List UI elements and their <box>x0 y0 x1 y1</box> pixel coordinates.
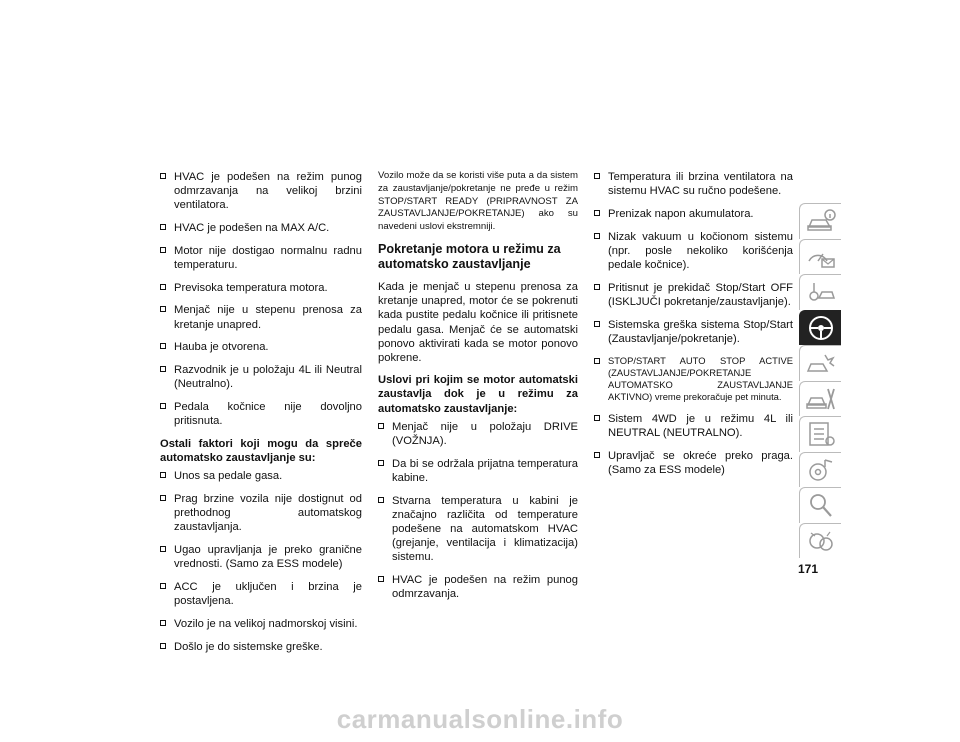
list-item: Pedala kočnice nije dovoljno pritisnuta. <box>160 400 362 428</box>
checkbox-bullet-icon <box>160 546 166 552</box>
list-item: Došlo je do sistemske greške. <box>160 640 362 654</box>
list-item: Prenizak napon akumulatora. <box>594 207 793 221</box>
car-service-icon <box>805 385 837 413</box>
dashboard-message-icon <box>805 243 837 271</box>
list-item: Prag brzine vozila nije dostignut od prethodnog automatskog zaustavljanja. <box>160 492 362 535</box>
checkbox-bullet-icon <box>594 415 600 421</box>
list-item: Motor nije dostigao normalnu radnu temperaturu. <box>160 244 362 272</box>
bullet-list-b <box>160 469 362 654</box>
checkbox-bullet-icon <box>160 472 166 478</box>
bullet-list <box>378 420 578 602</box>
subheading: Ostali faktori koji mogu da spreče automatsko zaustavljanje su: <box>160 437 362 465</box>
bullet-list-a <box>160 170 362 428</box>
checkbox-bullet-icon <box>594 173 600 179</box>
car-crash-icon <box>805 349 837 377</box>
list-item: Sistemska greška sistema Stop/Start (Zaustavljanje/pokretanje). <box>594 318 793 346</box>
list-item: Menjač nije u položaju DRIVE (VOŽNJA). <box>378 420 578 448</box>
list-item: STOP/START AUTO STOP ACTIVE (ZAUSTAVLJANJE/POKRETANJE AUTOMATSKO ZAUSTAVLJANJE AKTIVNO) vreme prekoračuje pet minuta. <box>594 355 793 404</box>
checklist-icon <box>805 420 837 448</box>
checkbox-bullet-icon <box>160 306 166 312</box>
column-left <box>160 170 362 662</box>
list-item: HVAC je podešen na režim punog odmrzavanja na velikoj brzini ventilatora. <box>160 170 362 213</box>
list-item: Hauba je otvorena. <box>160 340 362 354</box>
page-number: 171 <box>798 562 819 576</box>
body-paragraph: Kada je menjač u stepenu prenosa za kretanje unapred, motor će se pokrenuti kada pustite pedalu kočnice ili pritisnete pedalu gasa. Menjač će se automatski ponovo aktivirati kada se motor ponovo pokrene. <box>378 280 578 364</box>
checkbox-bullet-icon <box>594 210 600 216</box>
list-item: Da bi se održala prijatna temperatura kabine. <box>378 457 578 485</box>
language-icon <box>805 527 837 555</box>
checkbox-bullet-icon <box>160 495 166 501</box>
checkbox-bullet-icon <box>378 423 384 429</box>
tab-start-operate[interactable] <box>799 274 841 310</box>
steering-wheel-icon <box>805 314 837 342</box>
tab-safety[interactable] <box>799 345 841 381</box>
checkbox-bullet-icon <box>594 452 600 458</box>
list-item: Stvarna temperatura u kabini je značajno različita od temperature podešene na automatskom HVAC (grejanje, ventilacija i klimatizacija) sistemu. <box>378 494 578 565</box>
checkbox-bullet-icon <box>160 583 166 589</box>
chapter-tabs <box>799 203 841 558</box>
tab-vehicle-info[interactable] <box>799 203 841 239</box>
multimedia-icon <box>805 456 837 484</box>
checkbox-bullet-icon <box>378 497 384 503</box>
list-item: Pritisnut je prekidač Stop/Start OFF (ISKLJUČI pokretanje/zaustavljanje). <box>594 281 793 309</box>
tab-languages[interactable] <box>799 523 841 559</box>
checkbox-bullet-icon <box>160 247 166 253</box>
checkbox-bullet-icon <box>594 358 600 364</box>
checkbox-bullet-icon <box>160 284 166 290</box>
list-item: Sistem 4WD je u režimu 4L ili NEUTRAL (NEUTRALNO). <box>594 412 793 440</box>
tab-multimedia[interactable] <box>799 452 841 488</box>
tab-dashboard[interactable] <box>799 239 841 275</box>
car-key-icon <box>805 278 837 306</box>
list-item: Nizak vakuum u kočionom sistemu (npr. posle nekoliko korišćenja pedale kočnice). <box>594 230 793 273</box>
checkbox-bullet-icon <box>378 576 384 582</box>
intro-paragraph: Vozilo može da se koristi više puta a da sistem za zaustavljanje/pokretanje ne pređe u režim STOP/START READY (PRIPRAVNOST ZA ZAUSTAVLJANJE/POKRETANJE) ako su navedeni uslovi ekstremniji. <box>378 170 578 233</box>
column-middle <box>378 170 578 610</box>
checkbox-bullet-icon <box>160 403 166 409</box>
list-item: Razvodnik je u položaju 4L ili Neutral (Neutralno). <box>160 363 362 391</box>
checkbox-bullet-icon <box>594 321 600 327</box>
search-icon <box>805 491 837 519</box>
list-item: ACC je uključen i brzina je postavljena. <box>160 580 362 608</box>
subheading: Uslovi pri kojim se motor automatski zaustavlja dok je u režimu za automatsko zaustavljanje: <box>378 374 578 415</box>
checkbox-bullet-icon <box>160 224 166 230</box>
list-item: Ugao upravljanja je preko granične vrednosti. (Samo za ESS modele) <box>160 543 362 571</box>
checkbox-bullet-icon <box>160 366 166 372</box>
section-title: Pokretanje motora u režimu za automatsko zaustavljanje <box>378 241 561 272</box>
checkbox-bullet-icon <box>160 343 166 349</box>
checkbox-bullet-icon <box>160 643 166 649</box>
checkbox-bullet-icon <box>160 620 166 626</box>
watermark: carmanualsonline.info <box>336 704 624 734</box>
car-info-icon <box>805 207 837 235</box>
tab-specifications[interactable] <box>799 416 841 452</box>
tab-driving[interactable] <box>799 310 841 346</box>
column-right <box>594 170 793 486</box>
list-item: Previsoka temperatura motora. <box>160 281 362 295</box>
list-item: Upravljač se okreće preko praga. (Samo za ESS modele) <box>594 449 793 477</box>
list-item: Vozilo je na velikoj nadmorskoj visini. <box>160 617 362 631</box>
list-item: Unos sa pedale gasa. <box>160 469 362 483</box>
checkbox-bullet-icon <box>160 173 166 179</box>
list-item: HVAC je podešen na MAX A/C. <box>160 221 362 235</box>
checkbox-bullet-icon <box>594 233 600 239</box>
list-item: Menjač nije u stepenu prenosa za kretanje unapred. <box>160 303 362 331</box>
tab-index[interactable] <box>799 487 841 523</box>
list-item: HVAC je podešen na režim punog odmrzavanja. <box>378 573 578 601</box>
checkbox-bullet-icon <box>594 284 600 290</box>
tab-service[interactable] <box>799 381 841 417</box>
checkbox-bullet-icon <box>378 460 384 466</box>
list-item: Temperatura ili brzina ventilatora na sistemu HVAC su ručno podešene. <box>594 170 793 198</box>
